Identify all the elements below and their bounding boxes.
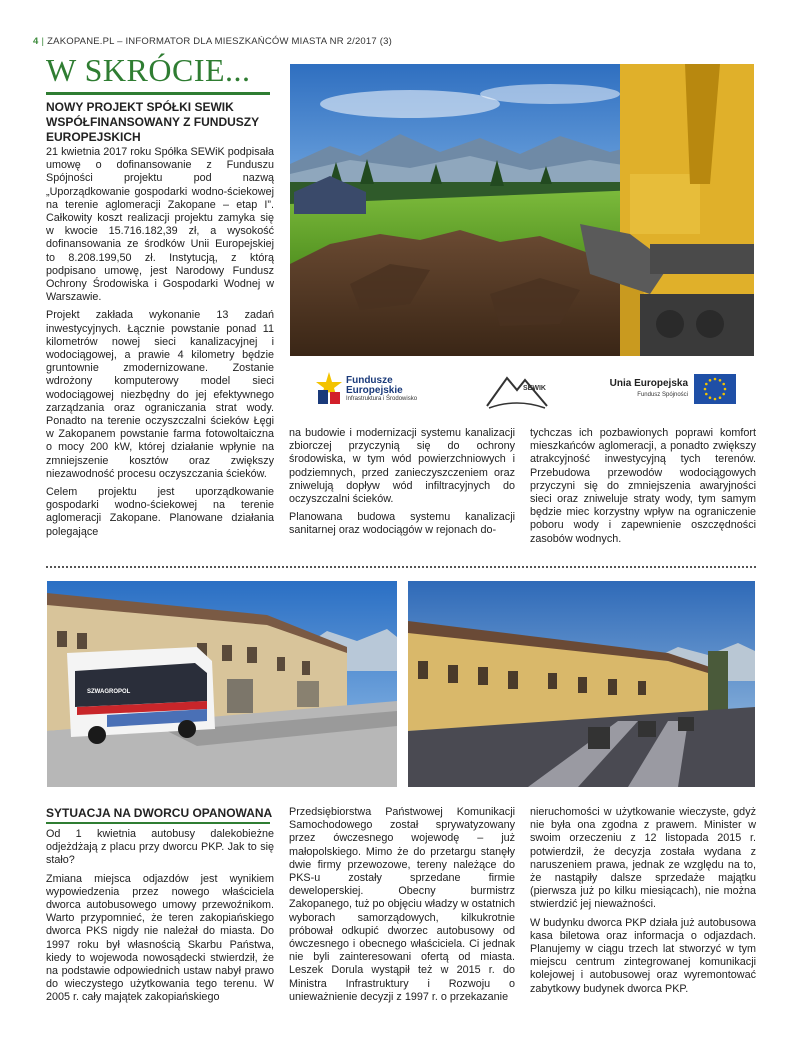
ue-title: Unia Europejska (609, 378, 688, 389)
article2-column-3 (530, 806, 756, 1001)
section-title: W SKRÓCIE... (46, 52, 251, 88)
ue-sub: Fundusz Spójności (637, 392, 688, 398)
funding-logos (290, 362, 754, 420)
article2-headline-rule (46, 822, 270, 824)
article1-headline: NOWY PROJEKT SPÓŁKI SEWIK WSPÓŁFINANSOWANY Z FUNDUSZY EUROPEJSKICH (46, 100, 259, 144)
section-title-rule (46, 92, 270, 95)
excavation-photo (290, 64, 754, 356)
fundusze-star-icon (316, 370, 342, 406)
paragraph: 21 kwietnia 2017 roku Spółka SEWiK podpisała umowę o dofinansowanie z Funduszu Spójności projektu pod nazwą „Uporządkowanie gospodarki wodno-ściekowej na terenie aglomeracji Zakopane – etap I”. Całkowity koszt realizacji projektu zamyka się w kwocie 15.716.182,39 zł, a wysokość dofinansowania ze środków Unii Europejskiej to 8.208.199,50 zł. Instytucją, z którą podpisano umowę, jest Narodowy Fundusz Ochrony Środowiska i Gospodarki Wodnej w Warszawie. (46, 146, 274, 304)
sewik-text: SEWIK (523, 385, 546, 392)
fundusze-line2: Europejskie (346, 385, 403, 396)
paragraph: Planowana budowa systemu kanalizacji sanitarnej oraz wodociągów w rejonach do- (289, 511, 515, 537)
section-divider (46, 566, 756, 568)
bus-station-photo (47, 581, 397, 787)
paragraph: tychczas ich pozbawionych poprawi komfort mieszkańców aglomeracji, a ponadto zwiększy atrakcyjność inwestycyjną tych terenów. Przebudowa przewodów wodociągowych przyczyni się do zmniejszenia awaryjności sieci oraz zniweluje straty wody, tym samym będzie miec korzystny wpływ na ograniczenie poboru wody i zapewnienie oszczędności zasobów wodnych. (530, 427, 756, 545)
fundusze-europejskie-logo (316, 370, 466, 410)
sewik-mountain-icon (485, 368, 549, 410)
sewik-logo (485, 368, 549, 410)
article1-column-2 (289, 427, 515, 543)
article1-column-3 (530, 427, 756, 551)
paragraph: Od 1 kwietnia autobusy dalekobieżne odjeżdżają z placu przy dworcu PKP. Jak to się stało? (46, 828, 274, 867)
article2-headline: SYTUACJA NA DWORCU OPANOWANA (46, 806, 273, 820)
header-text: ZAKOPANE.PL – INFORMATOR DLA MIESZKAŃCÓW MIASTA NR 2/2017 (3) (47, 36, 392, 47)
fundusze-line1: Fundusze (346, 375, 393, 386)
paragraph: Projekt zakłada wykonanie 13 zadań inwestycyjnych. Łącznie powstanie ponad 11 kilometrów nowej sieci kanalizacyjnej i wodociągowej, a prawie 4 kilometry będzie gruntownie zmodernizowane. Zostanie wdrożony komputerowy model sieci wodociągowej niezbędny do jej efektywnego zarządzania oraz ograniczania strat wody. Ponadto na terenie oczyszczalni ścieków Łęgi w Zakopanem powstanie farma fotowoltaiczna o mocy 200 kW, której działanie wpłynie na zmniejszenie kosztów oraz zwiększy niezawodność procesu oczyszczania ścieków. (46, 309, 274, 480)
fundusze-sub: Infrastruktura i Środowisko (346, 396, 418, 402)
paragraph: na budowie i modernizacji systemu kanalizacji zbiorczej przyczynią się do ochrony środowiska, w tym wód powierzchniowych i podziemnych, przed zanieczyszczeniem oraz zniwelują dopływ wód infiltracyjnych do oczyszczalni ścieków. (289, 427, 515, 506)
eu-flag-icon (694, 374, 736, 404)
article2-column-1 (46, 828, 274, 1010)
page-header: 4 | ZAKOPANE.PL – INFORMATOR DLA MIESZKAŃCÓW MIASTA NR 2/2017 (3) (33, 36, 392, 47)
page-number: 4 (33, 36, 39, 47)
paragraph: W budynku dworca PKP działa już autobusowa kasa biletowa oraz informacja o odjazdach. Planujemy w ciągu trzech lat stworzyć w tym miejscu centrum zintegrowanej komunikacji kolejowej i autobusowej oraz wyremontować zabytkowy budynek dworca PKP. (530, 916, 756, 995)
railway-station-photo (408, 581, 755, 787)
paragraph: Celem projektu jest uporządkowanie gospodarki wodno-ściekowej na terenie aglomeracji Zakopane. Planowane działania polegające (46, 486, 274, 538)
paragraph: nieruchomości w użytkowanie wieczyste, gdyż nie była ona zgodna z prawem. Minister w swoim orzeczeniu z 12 listopada 2015 r. potwierdził, że decyzja została wydana z naruszeniem prawa, jednak ze względu na to, że nastąpiły dalsze sprzedaże majątku (pierwsza już po kilku miesiącach), nie można stwierdzić jej nieważności. (530, 806, 756, 911)
paragraph: Przedsiębiorstwa Państwowej Komunikacji Samochodowego został sprywatyzowany przez ówczesnego wojewodę – już małopolskiego. Mimo że do przetargu stanęły dwie firmy przewozowe, tereny należące do PKS-u zostały sprzedane firmie deweloperskiej. Obecny burmistrz Zakopanego, tuż po objęciu władzy w ostatnich wyborach samorządowych, kilkukrotnie próbował odkupić dworzec autobusowy od ówczesnego i obecnego właściciela. Ci jednak nie byli zainteresowani ofertą od miasta. Leszek Dorula wystąpił też w 2015 r. do Ministra Infrastruktury i Rozwoju o unieważnienie decyzji z 1997 r. o przekazanie (289, 806, 515, 1003)
article2-column-2 (289, 806, 515, 1009)
article1-column-1 (46, 146, 274, 544)
bus-brand-text: SZWAGROPOL (87, 689, 131, 695)
paragraph: Zmiana miejsca odjazdów jest wynikiem wypowiedzenia przez nowego właściciela dworca autobusowego umowy przewoźnikom. Warto przypomnieć, że teren zakopiańskiego dworca PKS nigdy nie należał do miasta. Do 1997 roku był własnością Skarbu Państwa, kiedy to wojewoda nowosądecki stwierdził, że na podstawie odpowiednich ustaw nabył prawo do wieczystego użytkowania tego terenu. W 2005 r. cały majątek zakopiańskiego (46, 872, 274, 1004)
unia-europejska-logo (600, 374, 740, 406)
